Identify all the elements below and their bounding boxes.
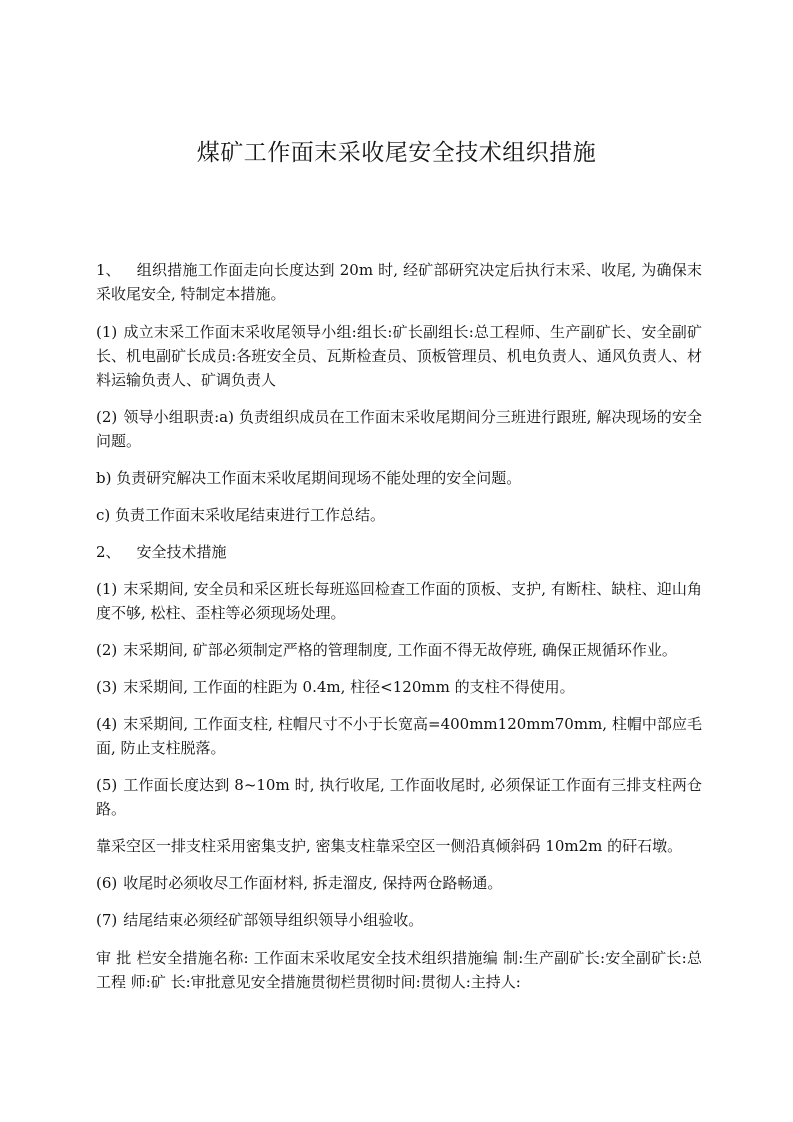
item-number: (2) bbox=[96, 408, 118, 426]
paragraph-text: 组织措施工作面走向长度达到 20m 时, 经矿部研究决定后执行末采、收尾, 为确保末采收尾安全, 特制定本措施。 bbox=[96, 261, 702, 303]
section-number: 2、 bbox=[96, 543, 121, 561]
paragraph-text: 审 批 栏安全措施名称: 工作面末采收尾安全技术组织措施编 制:生产副矿长:安全副矿长:总工程 师:矿 长:审批意见安全措施贯彻栏贯彻时间:贯彻人:主持人: bbox=[96, 949, 702, 991]
item-2-4-paragraph bbox=[96, 712, 702, 760]
goaf-support-paragraph bbox=[96, 834, 702, 858]
paragraph-text: 靠采空区一排支柱采用密集支护, 密集支柱靠采空区一侧沿真倾斜码 10m2m 的矸石墩。 bbox=[96, 837, 683, 855]
item-number: (1) bbox=[96, 323, 118, 341]
item-number: (7) bbox=[96, 911, 118, 929]
paragraph-text: 末采期间, 安全员和采区班长每班巡回检查工作面的顶板、支护, 有断柱、缺柱、迎山角度不够, 松柱、歪柱等必须现场处理。 bbox=[96, 580, 702, 622]
paragraph-text: b) 负责研究解决工作面末采收尾期间现场不能处理的安全问题。 bbox=[96, 469, 522, 487]
item-2-6-paragraph bbox=[96, 871, 702, 895]
item-b-paragraph bbox=[96, 466, 702, 490]
section-1-paragraph bbox=[96, 258, 702, 306]
paragraph-text: 末采期间, 矿部必须制定严格的管理制度, 工作面不得无故停班, 确保正规循环作业。 bbox=[123, 641, 677, 659]
item-1-1-paragraph bbox=[96, 320, 702, 392]
item-number: (3) bbox=[96, 678, 118, 696]
approval-column-paragraph bbox=[96, 946, 702, 994]
item-2-5-paragraph bbox=[96, 773, 702, 821]
item-number: (1) bbox=[96, 580, 118, 598]
paragraph-text: 结尾结束必须经矿部领导组织领导小组验收。 bbox=[123, 911, 424, 929]
item-c-paragraph bbox=[96, 503, 702, 527]
item-number: (4) bbox=[96, 715, 118, 733]
item-2-2-paragraph bbox=[96, 638, 702, 662]
item-2-1-paragraph bbox=[96, 577, 702, 625]
section-number: 1、 bbox=[96, 261, 121, 279]
paragraph-text: 领导小组职责:a) 负责组织成员在工作面末采收尾期间分三班进行跟班, 解决现场的安全问题。 bbox=[96, 408, 702, 450]
section-2-heading bbox=[96, 540, 702, 564]
item-2-3-paragraph bbox=[96, 675, 702, 699]
item-number: (2) bbox=[96, 641, 118, 659]
paragraph-text: 末采期间, 工作面的柱距为 0.4m, 柱径<120mm 的支柱不得使用。 bbox=[123, 678, 575, 696]
page-title: 煤矿工作面末采收尾安全技术组织措施 bbox=[196, 140, 597, 166]
item-2-7-paragraph bbox=[96, 908, 702, 932]
paragraph-text: 成立末采工作面末采收尾领导小组:组长:矿长副组长:总工程师、生产副矿长、安全副矿长、机电副矿长成员:各班安全员、瓦斯检查员、顶板管理员、机电负责人、通风负责人、材料运输负责人、矿调负责人 bbox=[96, 323, 702, 389]
paragraph-text: 工作面长度达到 8~10m 时, 执行收尾, 工作面收尾时, 必须保证工作面有三排支柱两仓路。 bbox=[96, 776, 702, 818]
paragraph-text: 收尾时必须收尽工作面材料, 拆走溜皮, 保持两仓路畅通。 bbox=[123, 874, 503, 892]
paragraph-text: 末采期间, 工作面支柱, 柱帽尺寸不小于长宽高=400mm120mm70mm, 柱帽中部应毛面, 防止支柱脱落。 bbox=[96, 715, 702, 757]
item-number: (5) bbox=[96, 776, 118, 794]
item-1-2-paragraph bbox=[96, 405, 702, 453]
paragraph-text: c) 负责工作面末采收尾结束进行工作总结。 bbox=[96, 506, 386, 524]
item-number: (6) bbox=[96, 874, 118, 892]
document-body bbox=[96, 258, 702, 994]
section-heading-text: 安全技术措施 bbox=[136, 543, 227, 561]
